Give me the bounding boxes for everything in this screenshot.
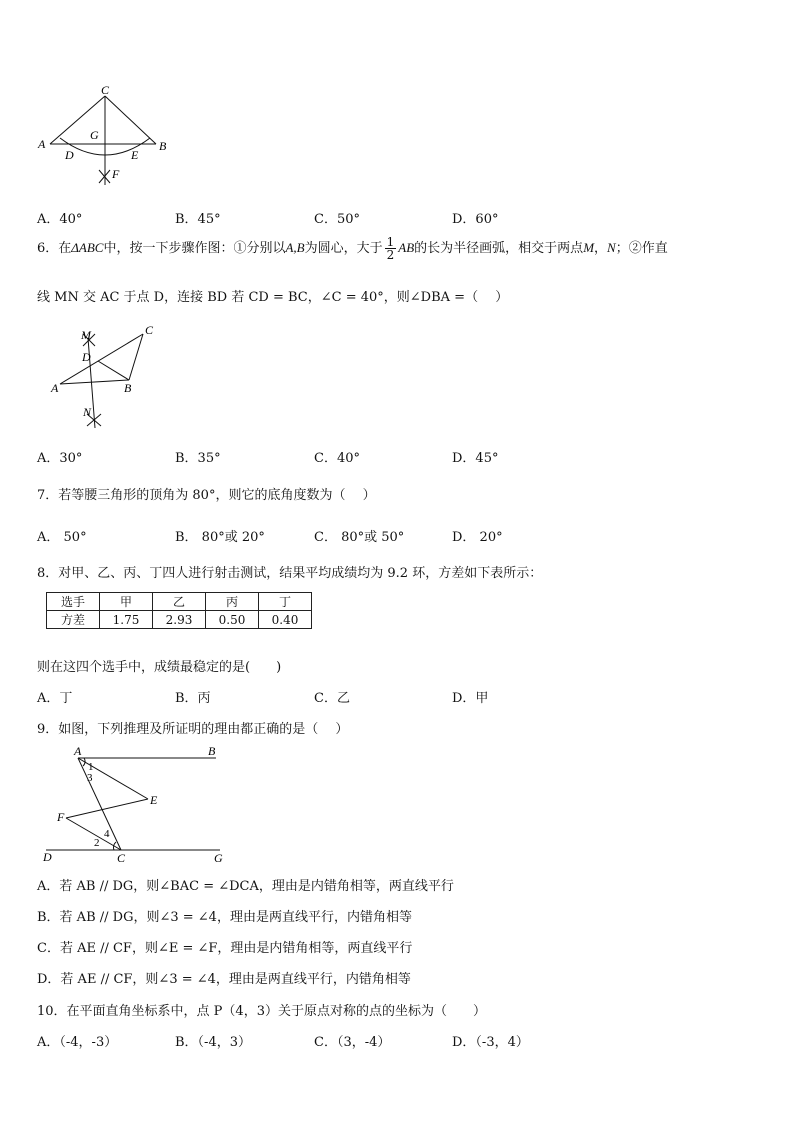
table-header-cell: 选手 — [47, 593, 100, 611]
q7-option-c: C． 80°或 50° — [314, 530, 405, 545]
q9-angle-1: 1 — [88, 761, 94, 773]
q6-stem-line2: 线 MN 交 AC 于点 D，连接 BD 若 CD = BC，∠C = 40°，则∠DBA =（ ） — [37, 290, 509, 305]
q9-label-g: G — [214, 851, 223, 865]
table-header-cell: 丁 — [259, 593, 312, 611]
q6-fraction-half: $\frac{1}{2}$ — [386, 235, 395, 262]
q7-option-d: D． 20° — [452, 530, 503, 545]
q5-figure — [30, 82, 180, 192]
q9-stem: 9．如图，下列推理及所证明的理由都正确的是（ ） — [37, 722, 349, 737]
q9-label-a: A — [74, 744, 82, 758]
q8-question: 则在这四个选手中，成绩最稳定的是( ) — [37, 660, 282, 675]
q9-segment-ac — [78, 758, 121, 850]
table-cell: 0.50 — [206, 611, 259, 629]
q9-angle-2: 2 — [94, 837, 100, 849]
q6-segment-ab — [60, 380, 129, 384]
q9-angle-4: 4 — [104, 828, 110, 840]
q10-stem: 10．在平面直角坐标系中，点 P（4，3）关于原点对称的点的坐标为（ ） — [37, 1004, 486, 1019]
table-header-cell: 甲 — [100, 593, 153, 611]
q7-option-a: A． 50° — [37, 530, 87, 545]
q9-option-a: A．若 AB // DG，则∠BAC = ∠DCA，理由是内错角相等，两直线平行 — [37, 879, 454, 894]
q8-variance-table — [46, 592, 312, 629]
q5-label-g: G — [90, 128, 99, 142]
q9-label-c: C — [117, 851, 126, 865]
table-header-cell: 乙 — [153, 593, 206, 611]
q6-option-c: C．40° — [314, 451, 360, 466]
q5-label-c: C — [101, 83, 110, 97]
q5-option-d: D．60° — [452, 212, 499, 227]
q5-label-b: B — [159, 139, 167, 153]
q8-option-d: D．甲 — [452, 691, 489, 706]
q6-label-n: N — [83, 405, 92, 419]
q5-label-d: D — [65, 148, 74, 162]
q10-option-d: D．（-3，4） — [452, 1035, 529, 1050]
q9-label-b: B — [208, 744, 216, 758]
q6-option-b: B．35° — [175, 451, 221, 466]
q10-option-c: C．（3，-4） — [314, 1035, 391, 1050]
q5-label-f: F — [112, 167, 120, 181]
q7-option-b: B． 80°或 20° — [175, 530, 265, 545]
q5-segment-cb — [105, 96, 156, 144]
table-header-cell: 丙 — [206, 593, 259, 611]
q6-segment-bd — [98, 361, 129, 380]
q5-label-a: A — [38, 137, 46, 151]
q7-stem: 7．若等腰三角形的顶角为 80°，则它的底角度数为（ ） — [37, 488, 376, 503]
q8-option-b: B．丙 — [175, 691, 211, 706]
q5-option-c: C．50° — [314, 212, 360, 227]
q10-option-b: B．（-4，3） — [175, 1035, 251, 1050]
q9-figure — [38, 742, 233, 866]
q9-option-b: B．若 AB // DG，则∠3 = ∠4，理由是两直线平行，内错角相等 — [37, 910, 412, 925]
table-row — [47, 611, 312, 629]
q6-stem-line1: 6．在ΔABC中，按一下步骤作图：①分别以A,B为圆心，大于 $\frac{1}{2}$ AB的长为半径画弧，相交于两点M，N；②作直 — [37, 235, 668, 262]
q6-label-a: A — [51, 381, 59, 395]
q5-option-b: B．45° — [175, 212, 221, 227]
q9-label-d: D — [43, 850, 52, 864]
table-cell: 1.75 — [100, 611, 153, 629]
q8-option-c: C．乙 — [314, 691, 350, 706]
q9-segment-ef — [66, 799, 148, 818]
q9-option-d: D．若 AE // CF，则∠3 = ∠4，理由是两直线平行，内错角相等 — [37, 972, 411, 987]
q6-option-a: A．30° — [37, 451, 83, 466]
table-cell: 2.93 — [153, 611, 206, 629]
q9-angle-3: 3 — [87, 772, 93, 784]
q6-label-m: M — [81, 328, 91, 342]
q10-option-a: A．（-4，-3） — [37, 1035, 118, 1050]
q9-label-e: E — [150, 793, 158, 807]
table-cell: 0.40 — [259, 611, 312, 629]
q6-label-c: C — [145, 323, 154, 337]
q6-label-b: B — [124, 381, 132, 395]
q5-label-e: E — [131, 148, 139, 162]
q9-label-f: F — [57, 810, 65, 824]
q5-option-a: A．40° — [37, 212, 83, 227]
table-cell: 方差 — [47, 611, 100, 629]
q9-option-c: C．若 AE // CF，则∠E = ∠F，理由是内错角相等，两直线平行 — [37, 941, 413, 956]
q8-option-a: A．丁 — [37, 691, 73, 706]
q6-label-d: D — [82, 350, 91, 364]
q6-option-d: D．45° — [452, 451, 499, 466]
q8-stem: 8．对甲、乙、丙、丁四人进行射击测试，结果平均成绩均为 9.2 环，方差如下表所示： — [37, 566, 543, 581]
q6-figure — [45, 320, 165, 432]
table-row — [47, 593, 312, 611]
